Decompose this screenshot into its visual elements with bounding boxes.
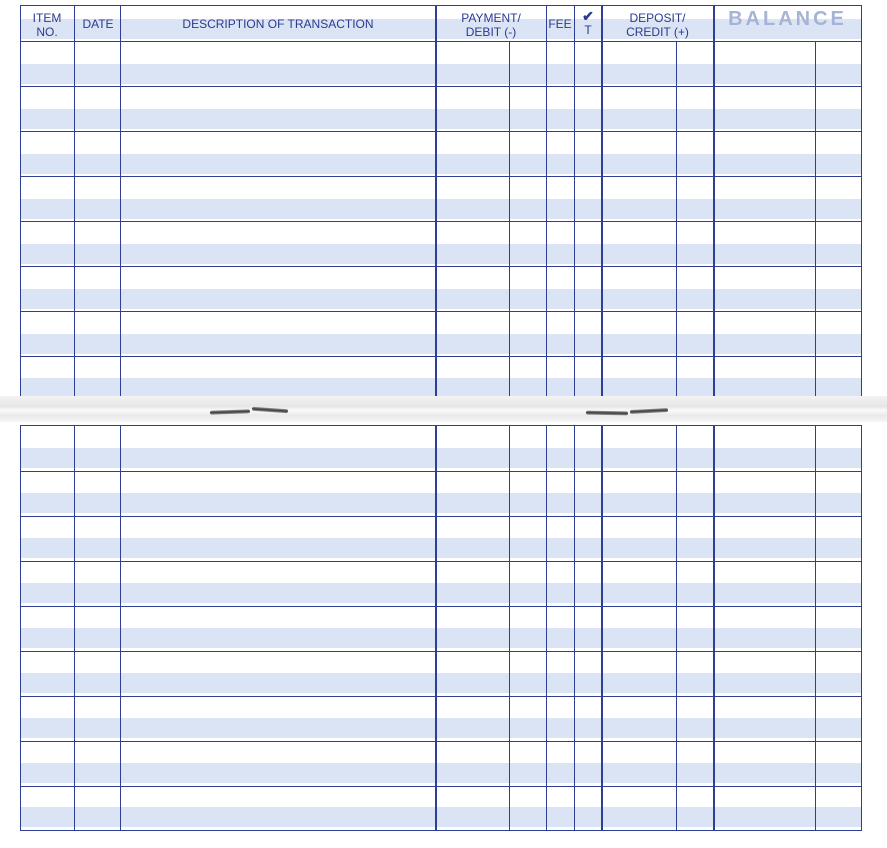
header-payment-debit: PAYMENT/ DEBIT (-)	[461, 11, 521, 39]
row-rule	[20, 221, 862, 222]
row-rule	[20, 356, 862, 357]
row-shading	[20, 109, 862, 129]
column-rule	[435, 5, 437, 400]
column-rule	[861, 5, 862, 400]
column-rule	[676, 41, 677, 400]
row-rule	[20, 425, 862, 426]
row-rule	[20, 516, 862, 517]
column-rule	[815, 41, 816, 400]
column-rule	[509, 41, 510, 400]
column-rule	[20, 5, 21, 400]
row-rule	[20, 86, 862, 87]
header-fee: FEE	[548, 17, 572, 31]
column-rule	[861, 425, 862, 830]
row-rule	[20, 741, 862, 742]
row-shading	[20, 583, 862, 603]
row-rule	[20, 176, 862, 177]
row-rule	[20, 651, 862, 652]
row-shading	[20, 673, 862, 693]
row-rule	[20, 830, 862, 831]
register-top-section	[0, 0, 887, 408]
row-rule	[20, 266, 862, 267]
row-shading	[20, 334, 862, 354]
header-balance: BALANCE	[728, 8, 847, 30]
row-rule	[20, 696, 862, 697]
row-rule	[20, 561, 862, 562]
row-shading	[20, 807, 862, 827]
row-shading	[20, 628, 862, 648]
column-rule	[120, 425, 121, 830]
column-rule	[546, 5, 547, 400]
row-shading	[20, 289, 862, 309]
column-rule	[815, 425, 816, 830]
column-rule	[509, 425, 510, 830]
row-shading	[20, 378, 862, 398]
row-shading	[20, 538, 862, 558]
column-rule	[74, 5, 75, 400]
checkmark-icon: ✔	[582, 8, 594, 24]
column-rule	[713, 5, 715, 400]
row-shading	[20, 244, 862, 264]
row-rule	[20, 131, 862, 132]
header-date: DATE	[82, 17, 114, 31]
column-rule	[713, 425, 715, 830]
row-rule	[20, 786, 862, 787]
row-rule	[20, 606, 862, 607]
header-deposit-credit: DEPOSIT/ CREDIT (+)	[626, 11, 689, 39]
header-check-letter: T	[584, 23, 592, 37]
header-item-no: ITEM NO.	[32, 11, 62, 39]
row-shading	[20, 718, 862, 738]
column-rule	[20, 425, 21, 830]
row-rule	[20, 471, 862, 472]
column-rule	[546, 425, 547, 830]
column-rule	[601, 5, 603, 400]
row-shading	[20, 763, 862, 783]
row-rule	[20, 311, 862, 312]
column-rule	[74, 425, 75, 830]
column-rule	[574, 425, 575, 830]
row-shading	[20, 493, 862, 513]
row-rule	[20, 5, 862, 6]
column-rule	[120, 5, 121, 400]
row-shading	[20, 64, 862, 84]
header-description: DESCRIPTION OF TRANSACTION	[182, 17, 374, 31]
column-rule	[676, 425, 677, 830]
column-rule	[574, 5, 575, 400]
row-shading	[20, 154, 862, 174]
header-check-column	[574, 9, 602, 37]
column-rule	[435, 425, 437, 830]
column-rule	[601, 425, 603, 830]
row-shading	[20, 199, 862, 219]
row-shading	[20, 448, 862, 468]
register-bottom-section	[0, 410, 887, 848]
row-rule	[20, 41, 862, 42]
